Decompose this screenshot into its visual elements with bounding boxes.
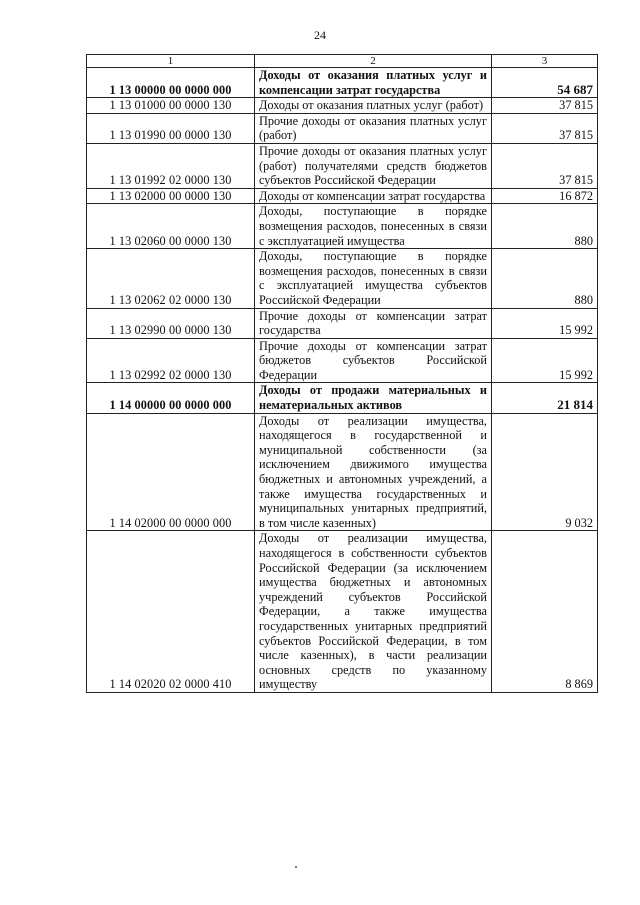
cell-amount: 54 687	[492, 68, 598, 98]
cell-amount: 880	[492, 249, 598, 308]
cell-amount: 9 032	[492, 413, 598, 531]
table-row	[87, 308, 598, 338]
cell-name: Прочие доходы от компенсации затрат бюджетов субъектов Российской Федерации	[255, 338, 492, 383]
cell-code: 1 13 00000 00 0000 000	[87, 68, 255, 98]
cell-code: 1 13 01992 02 0000 130	[87, 143, 255, 188]
cell-code: 1 13 02000 00 0000 130	[87, 188, 255, 204]
cell-amount: 15 992	[492, 338, 598, 383]
cell-name: Доходы от оказания платных услуг (работ)	[255, 98, 492, 114]
page-number: 24	[314, 28, 326, 42]
column-header-amount: 3	[492, 55, 598, 68]
cell-name: Доходы от продажи материальных и нематериальных активов	[255, 383, 492, 413]
cell-amount: 37 815	[492, 143, 598, 188]
cell-code: 1 14 00000 00 0000 000	[87, 383, 255, 413]
table-row	[87, 531, 598, 693]
scan-speck	[295, 866, 297, 868]
header-row	[87, 55, 598, 68]
cell-amount: 8 869	[492, 531, 598, 693]
cell-name: Доходы, поступающие в порядке возмещения расходов, понесенных в связи с эксплуатацией имущества	[255, 204, 492, 249]
cell-amount: 37 815	[492, 98, 598, 114]
cell-amount: 21 814	[492, 383, 598, 413]
table-row	[87, 204, 598, 249]
cell-amount: 37 815	[492, 113, 598, 143]
revenue-table	[86, 54, 598, 693]
cell-name: Доходы от компенсации затрат государства	[255, 188, 492, 204]
cell-code: 1 13 02060 00 0000 130	[87, 204, 255, 249]
cell-amount: 16 872	[492, 188, 598, 204]
column-header-name: 2	[255, 55, 492, 68]
cell-code: 1 14 02000 00 0000 000	[87, 413, 255, 531]
column-header-code: 1	[87, 55, 255, 68]
cell-name: Прочие доходы от оказания платных услуг (работ) получателями средств бюджетов субъектов Российской Федерации	[255, 143, 492, 188]
table-row	[87, 338, 598, 383]
table-row	[87, 98, 598, 114]
cell-name: Доходы, поступающие в порядке возмещения расходов, понесенных в связи с эксплуатацией имущества субъектов Российской Федерации	[255, 249, 492, 308]
table-row	[87, 113, 598, 143]
table-row	[87, 143, 598, 188]
table-row	[87, 249, 598, 308]
cell-name: Доходы от оказания платных услуг и компенсации затрат государства	[255, 68, 492, 98]
table-row	[87, 188, 598, 204]
cell-code: 1 13 02990 00 0000 130	[87, 308, 255, 338]
table-header	[87, 55, 598, 68]
table-row	[87, 413, 598, 531]
table-body	[87, 68, 598, 693]
table-row	[87, 383, 598, 413]
cell-code: 1 13 01000 00 0000 130	[87, 98, 255, 114]
cell-amount: 15 992	[492, 308, 598, 338]
cell-code: 1 13 01990 00 0000 130	[87, 113, 255, 143]
cell-code: 1 13 02992 02 0000 130	[87, 338, 255, 383]
cell-name: Прочие доходы от компенсации затрат государства	[255, 308, 492, 338]
cell-code: 1 13 02062 02 0000 130	[87, 249, 255, 308]
cell-name: Доходы от реализации имущества, находящегося в собственности субъектов Российской Федерации (за исключением имущества бюджетных и автономных учреждений субъектов Российской Федерации, а также имущества государственных унитарных предприятий субъектов Российской Федерации, в том числе казенных), в части реализации основных средств по указанному имуществу	[255, 531, 492, 693]
table-row	[87, 68, 598, 98]
cell-name: Прочие доходы от оказания платных услуг (работ)	[255, 113, 492, 143]
cell-name: Доходы от реализации имущества, находящегося в государственной и муниципальной собственности (за исключением движимого имущества бюджетных и автономных учреждений, а также имущества государственных и муниципальных унитарных предприятий, в том числе казенных)	[255, 413, 492, 531]
cell-code: 1 14 02020 02 0000 410	[87, 531, 255, 693]
cell-amount: 880	[492, 204, 598, 249]
